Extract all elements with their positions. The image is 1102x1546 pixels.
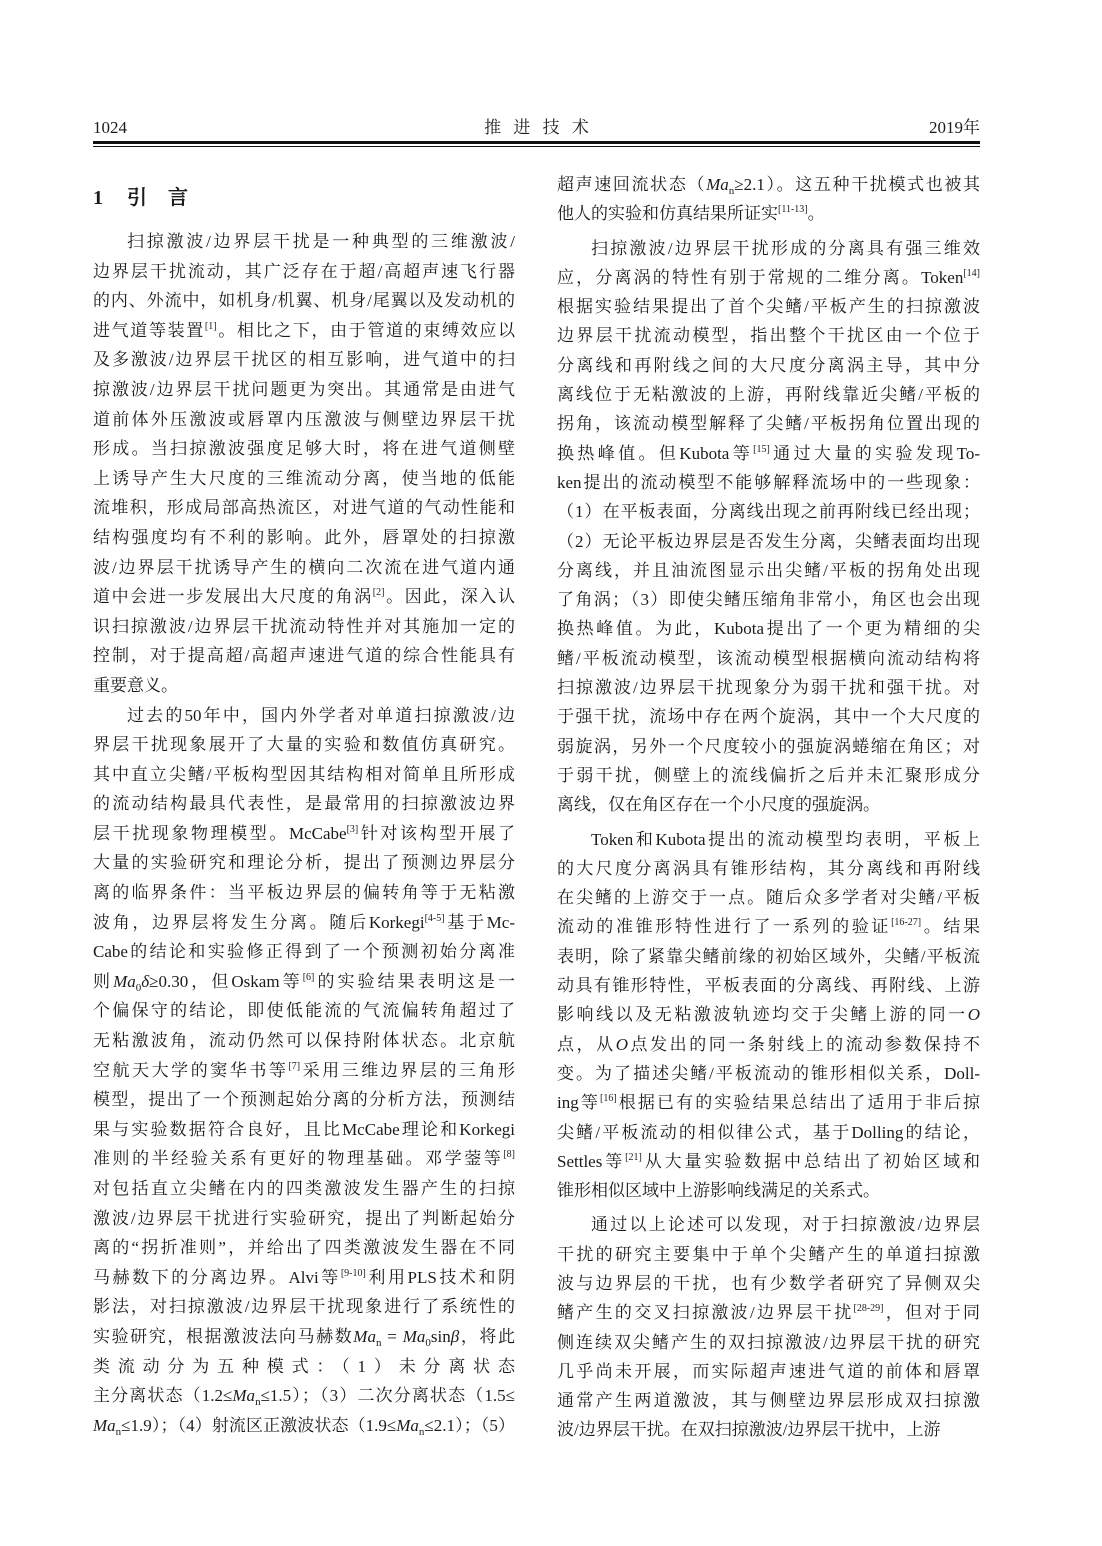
text-line	[93, 316, 515, 346]
italic-symbol: Ma	[113, 971, 136, 991]
text-line	[557, 263, 980, 292]
italic-symbol: δ	[141, 971, 150, 991]
subscript: n	[728, 185, 735, 197]
citation-superscript: [2]	[372, 587, 385, 599]
text-segment: 影响线以及无粘激波轨迹均交于尖鳍上游的同一	[557, 1005, 968, 1025]
text-line: 结构强度均有不利的影响。此外，唇罩处的扫掠激	[93, 527, 515, 547]
text-line: 换热峰值。为此，Kubota提出了一个更为精细的尖	[557, 619, 980, 639]
text-line: 无粘激波角，流动仍然可以保持附体状态。北京航	[93, 1031, 515, 1051]
text-segment: =	[381, 1326, 403, 1346]
text-line: 个偏保守的结论，即使低能流的气流偏转角超过了	[93, 1001, 515, 1021]
citation-superscript: [4-5]	[424, 912, 445, 924]
text-line: 表明，除了紧靠尖鳍前缘的初始区域外，尖鳍/平板流	[557, 946, 980, 966]
text-segment: 应，分离涡的特性有别于常规的二维分离。Token	[557, 267, 964, 287]
text-line: 边界层干扰流动模型，指出整个干扰区由一个位于	[557, 326, 980, 346]
text-line: 于弱干扰，侧壁上的流线偏折之后并未汇聚形成分	[557, 765, 980, 785]
text-line	[93, 1144, 515, 1174]
text-line: 几乎尚未开展，而实际超声速进气道的前体和唇罩	[557, 1361, 980, 1381]
journal-title: 推 进 技 术	[484, 118, 589, 137]
text-segment: 准则的半经验关系有更好的物理基础。邓学蓥等	[93, 1149, 504, 1169]
text-segment: 换热峰值。但Kubota等	[557, 443, 754, 463]
text-segment: 他人的实验和仿真结果所证实	[557, 204, 778, 224]
italic-symbol: Ma	[232, 1386, 256, 1406]
text-line: 离线，仅在角区存在一个小尺度的强旋涡。	[557, 795, 880, 815]
italic-symbol: Ma	[396, 1415, 419, 1435]
text-line	[557, 1000, 980, 1029]
text-line: （2）无论平板边界层是否发生分离，尖鳍表面均出现	[557, 531, 980, 551]
text-line: 的流动结构最具代表性，是最常用的扫掠激波边界	[93, 794, 515, 814]
text-line: 拐角，该流动模型解释了尖鳍/平板拐角位置出现的	[557, 414, 980, 434]
text-segment: 马赫数下的分离边界。Alvi等	[93, 1267, 341, 1287]
paragraph	[557, 170, 980, 229]
subscript: 0	[425, 1336, 431, 1349]
text-segment: 利用PLS技术和阴	[365, 1267, 515, 1287]
page-number: 1024	[93, 118, 127, 137]
section-title: 引 言	[127, 187, 188, 209]
citation-superscript: [7]	[288, 1060, 301, 1072]
left-column	[93, 227, 515, 1440]
text-line: 离线位于无粘激波的上游，再附线靠近尖鳍/平板的	[557, 385, 980, 405]
text-segment: 超声速回流状态（	[557, 175, 707, 194]
text-segment: 主分离状态（1.2≤	[93, 1386, 233, 1406]
text-line	[93, 1411, 515, 1441]
text-segment: Settles等	[557, 1151, 626, 1171]
text-line: Cabe的结论和实验修正得到了一个预测初始分离准	[93, 942, 515, 962]
text-line: 根据实验结果提出了首个尖鳍/平板产生的扫掠激波	[557, 297, 980, 317]
text-segment: 。结果	[921, 917, 980, 937]
italic-symbol: Ma	[353, 1326, 376, 1346]
text-line: 波与边界层的干扰，也有少数学者研究了异侧双尖	[557, 1273, 980, 1293]
text-line: ken提出的流动模型不能够解释流场中的一些现象：	[557, 472, 980, 492]
citation-superscript: [14]	[963, 267, 980, 279]
text-segment: 根据已有的实验结果总结出了适用于非后掠	[616, 1093, 980, 1113]
paragraph	[557, 1210, 980, 1444]
section-number: 1	[93, 187, 103, 209]
citation-superscript: [1]	[204, 320, 217, 332]
text-line	[93, 967, 515, 997]
text-line: 扫掠激波/边界层干扰形成的分离具有强三维效	[591, 238, 980, 258]
text-segment: ing等	[557, 1093, 600, 1113]
citation-superscript: [9-10]	[340, 1267, 366, 1279]
text-segment: ≥2.1）。这五种干扰模式也被其	[734, 175, 980, 194]
text-segment: 针对该构型开展了	[358, 823, 515, 843]
text-line: 识扫掠激波/边界层干扰流动特性并对其施加一定的	[93, 616, 515, 636]
header-rule-thick	[93, 141, 980, 144]
text-line: 上诱导产生大尺度的三维流动分离，使当地的低能	[93, 468, 515, 488]
text-line: 道前体外压激波或唇罩内压激波与侧壁边界层干扰	[93, 409, 515, 429]
text-line: 果与实验数据符合良好，且比McCabe理论和Korkegi	[93, 1119, 515, 1139]
citation-superscript: [21]	[625, 1151, 642, 1163]
text-segment: 类流动分为五种模式：（1）未分离状态	[93, 1356, 515, 1376]
citation-superscript: [8]	[503, 1149, 515, 1161]
text-segment: 流动的准锥形特性进行了一系列的验证	[557, 917, 892, 937]
paragraph	[93, 227, 515, 701]
subscript: n	[115, 1425, 122, 1438]
text-segment: 波角，边界层将发生分离。随后Korkegi	[93, 912, 425, 932]
subscript: n	[255, 1396, 261, 1409]
text-line: 扫掠激波/边界层干扰是一种典型的三维激波/	[127, 232, 515, 251]
text-line: 尖鳍/平板流动的相似律公式，基于Dolling的结论，	[557, 1122, 980, 1142]
text-segment: 道中会进一步发展出大尺度的角涡	[93, 587, 373, 607]
header-rule-thin	[93, 146, 980, 147]
text-line: 波/边界层干扰。在双扫掠激波/边界层干扰中，上游	[557, 1420, 941, 1440]
text-line: （1）在平板表面，分离线出现之前再附线已经出现；	[557, 502, 980, 522]
text-line: 锥形相似区域中上游影响线满足的关系式。	[557, 1181, 880, 1201]
paragraph	[93, 701, 515, 1441]
text-segment: 采用三维边界层的三角形	[300, 1060, 515, 1080]
text-segment: 进气道等装置	[93, 320, 205, 340]
text-line	[557, 439, 980, 468]
text-line	[557, 1298, 980, 1327]
text-line	[557, 199, 980, 228]
text-line	[93, 1263, 515, 1293]
text-line: 干扰的研究主要集中于单个尖鳍产生的单道扫掠激	[557, 1244, 980, 1264]
text-segment: 。因此，深入认	[384, 587, 515, 607]
text-line	[557, 1030, 980, 1059]
text-segment: ≥0.30，但Oskam等	[149, 971, 303, 991]
text-line: 影法，对扫掠激波/边界层干扰现象进行了系统性的	[93, 1297, 515, 1317]
text-line	[93, 908, 515, 938]
italic-symbol: O	[967, 1005, 980, 1025]
text-segment: 层干扰现象物理模型。McCabe	[93, 823, 347, 843]
text-line: 边界层干扰流动，其广泛存在于超/高超声速飞行器	[93, 261, 515, 281]
citation-superscript: [15]	[753, 443, 770, 455]
subscript: n	[375, 1336, 382, 1349]
text-line: 控制，对于提高超/高超声速进气道的综合性能具有	[93, 646, 515, 666]
text-line: 波/边界层干扰诱导产生的横向二次流在进气道内通	[93, 557, 515, 577]
text-line	[93, 1352, 515, 1382]
text-line: 于强干扰，流场中存在两个旋涡，其中一个大尺度的	[557, 707, 980, 727]
text-line	[93, 1381, 515, 1411]
text-line: 过去的50年中，国内外学者对单道扫掠激波/边	[127, 705, 515, 725]
text-line: 在尖鳍的上游交于一点。随后众多学者对尖鳍/平板	[557, 888, 980, 908]
text-segment: 从大量实验数据中总结出了初始区域和	[641, 1151, 980, 1171]
running-header	[93, 116, 980, 140]
text-segment: 的实验结果表明这是一	[314, 971, 515, 991]
text-segment: 点，从	[557, 1034, 616, 1054]
text-line	[557, 1147, 980, 1176]
text-line	[557, 170, 980, 199]
text-segment: 鳍产生的交叉扫掠激波/边界层干扰	[557, 1303, 854, 1323]
citation-superscript: [16]	[599, 1093, 617, 1105]
text-segment: 则	[93, 971, 114, 991]
text-line: 的大尺度分离涡具有锥形结构，其分离线和再附线	[557, 858, 980, 878]
text-line: 掠激波/边界层干扰问题更为突出。其通常是由进气	[93, 379, 515, 399]
text-line: 界层干扰现象展开了大量的实验和数值仿真研究。	[93, 735, 515, 755]
italic-symbol: Ma	[706, 175, 729, 194]
citation-superscript: [16-27]	[891, 917, 922, 929]
text-segment: ≤1.9）；（4）射流区正激波状态（1.9≤	[121, 1415, 397, 1435]
italic-symbol: O	[615, 1034, 628, 1054]
text-segment: 点发出的同一条射线上的流动参数保持不	[627, 1034, 980, 1054]
text-segment: 空航天大学的窦华书等	[93, 1060, 289, 1080]
text-line: 扫掠激波/边界层干扰现象分为弱干扰和强干扰。对	[557, 678, 980, 698]
text-line: 大量的实验研究和理论分析，提出了预测边界层分	[93, 853, 515, 873]
subscript: n	[418, 1425, 425, 1438]
text-line: 流堆积，形成局部高热流区，对进气道的气动性能和	[93, 498, 515, 518]
text-segment: ≤2.1）；（5）	[424, 1415, 515, 1435]
citation-superscript: [11-13]	[778, 204, 808, 216]
text-line: 分离线和再附线之间的大尺度分离涡主导，其中分	[557, 355, 980, 375]
text-line: 重要意义。	[93, 675, 178, 695]
text-line: 离的临界条件：当平板边界层的偏转角等于无粘激	[93, 883, 515, 903]
text-segment: 基于Mc-	[444, 912, 515, 932]
publication-year: 2019年	[929, 118, 980, 137]
paragraph	[557, 825, 980, 1206]
text-line: 变。为了描述尖鳍/平板流动的锥形相似关系，Doll-	[557, 1063, 980, 1083]
text-line: 分离线，并且油流图显示出尖鳍/平板的拐角处出现	[557, 560, 980, 580]
section-heading	[93, 184, 188, 212]
text-line	[93, 582, 515, 612]
text-segment: ，但对于同	[883, 1303, 980, 1323]
text-line: 及多激波/边界层干扰区的相互影响，进气道中的扫	[93, 350, 515, 370]
text-line: 的内、外流中，如机身/机翼、机身/尾翼以及发动机的	[93, 291, 515, 311]
text-line: Token和Kubota提出的流动模型均表明，平板上	[591, 829, 980, 849]
text-line: 激波/边界层干扰进行实验研究，提出了判断起始分	[93, 1208, 515, 1228]
text-line: 鳍/平板流动模型，该流动模型根据横向流动结构将	[557, 648, 980, 668]
text-line: 形成。当扫掠激波强度足够大时，将在进气道侧壁	[93, 439, 515, 459]
text-segment: sin	[430, 1326, 451, 1346]
subscript: 0	[135, 981, 142, 994]
text-segment: 实验研究，根据激波法向马赫数	[93, 1326, 354, 1346]
text-line: 其中直立尖鳍/平板构型因其结构相对简单且所形成	[93, 764, 515, 784]
text-segment: 通过大量的实验发现To-	[769, 443, 980, 463]
text-line: 了角涡；（3）即使尖鳍压缩角非常小，角区也会出现	[557, 590, 980, 610]
text-line	[557, 912, 980, 941]
italic-symbol: Ma	[93, 1415, 116, 1435]
text-line: 弱旋涡，另外一个尺度较小的强旋涡蜷缩在角区；对	[557, 736, 980, 756]
text-line: 通常产生两道激波，其与侧壁边界层形成双扫掠激	[557, 1391, 980, 1411]
right-column	[557, 170, 980, 1445]
text-line: 动具有锥形特性，平板表面的分离线、再附线、上游	[557, 976, 980, 996]
text-segment: ，将此	[459, 1326, 515, 1346]
paragraph	[557, 234, 980, 820]
text-line: 通过以上论述可以发现，对于扫掠激波/边界层	[591, 1215, 980, 1235]
italic-symbol: Ma	[402, 1326, 426, 1346]
text-line: 模型，提出了一个预测起始分离的分析方法，预测结	[93, 1090, 515, 1110]
text-line	[93, 1056, 515, 1086]
text-line	[93, 819, 515, 849]
citation-superscript: [3]	[346, 823, 359, 835]
text-line	[557, 1088, 980, 1117]
citation-superscript: [6]	[302, 971, 315, 983]
citation-superscript: [28-29]	[853, 1303, 884, 1315]
text-line: 侧连续双尖鳍产生的双扫掠激波/边界层干扰的研究	[557, 1332, 980, 1352]
text-segment: 。	[807, 204, 825, 224]
text-line	[93, 1322, 515, 1352]
italic-symbol: β	[450, 1326, 460, 1346]
text-line: 对包括直立尖鳍在内的四类激波发生器产生的扫掠	[93, 1179, 515, 1198]
text-line: 离的“拐折准则”，并给出了四类激波发生器在不同	[93, 1238, 515, 1258]
text-segment: 。相比之下，由于管道的束缚效应以	[216, 320, 515, 340]
text-segment: ≤1.5）；（3）二次分离状态（1.5≤	[260, 1386, 515, 1406]
